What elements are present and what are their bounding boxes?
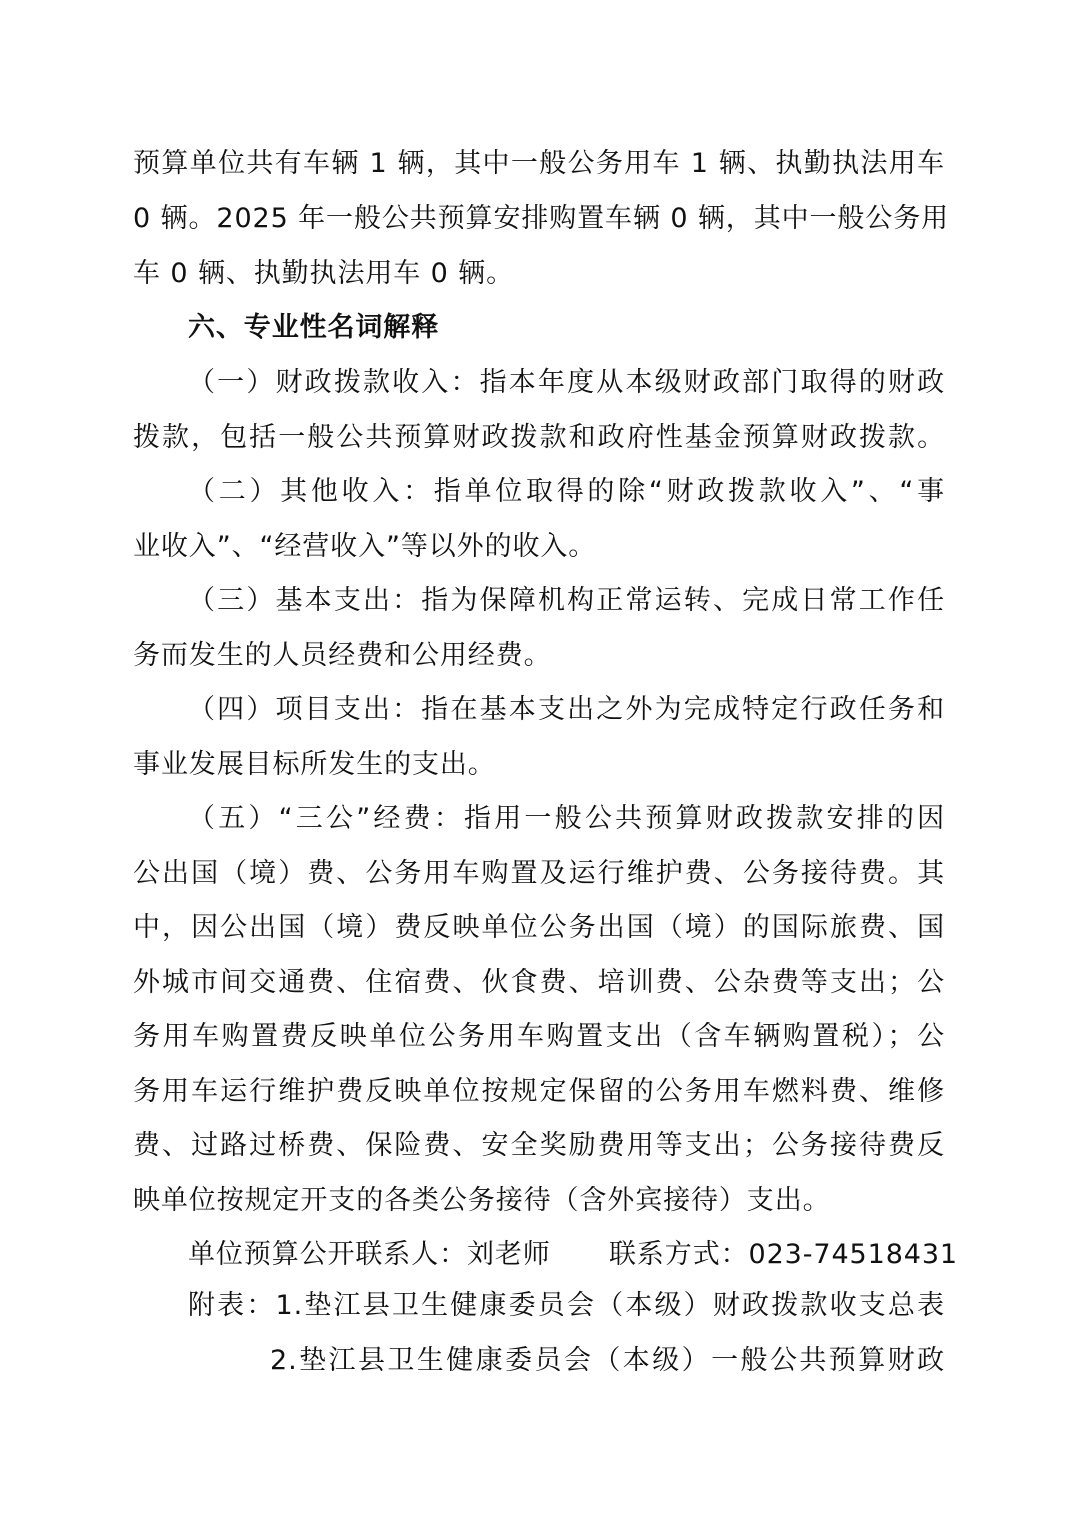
definition-5-line-2: 公出国（境）费、公务用车购置及运行维护费、公务接待费。其: [133, 858, 945, 889]
contact-phone: 联系方式：023-74518431: [609, 1239, 959, 1270]
section-heading: 六、专业性名词解释: [188, 312, 440, 343]
vehicles-line-3: 车 0 辆、执勤执法用车 0 辆。: [133, 258, 514, 289]
vehicles-line-1: 预算单位共有车辆 1 辆，其中一般公务用车 1 辆、执勤执法用车: [133, 148, 945, 179]
attachment-item-2: 2.垫江县卫生健康委员会（本级）一般公共预算财政: [270, 1345, 945, 1376]
definition-5-line-5: 务用车购置费反映单位公务用车购置支出（含车辆购置税）；公: [133, 1021, 945, 1052]
definition-5-line-8: 映单位按规定开支的各类公务接待（含外宾接待）支出。: [133, 1185, 831, 1216]
vehicles-line-2: 0 辆。2025 年一般公共预算安排购置车辆 0 辆，其中一般公务用: [133, 203, 949, 234]
attachment-item-1: 附表：1.垫江县卫生健康委员会（本级）财政拨款收支总表: [188, 1290, 945, 1321]
definition-5-line-4: 外城市间交通费、住宿费、伙食费、培训费、公杂费等支出；公: [133, 967, 945, 998]
definition-3-line-1: （三）基本支出：指为保障机构正常运转、完成日常工作任: [188, 585, 945, 616]
definition-5-line-3: 中，因公出国（境）费反映单位公务出国（境）的国际旅费、国: [133, 912, 945, 943]
definition-3-line-2: 务而发生的人员经费和公用经费。: [133, 640, 552, 671]
definition-5-line-1: （五）“三公”经费：指用一般公共预算财政拨款安排的因: [188, 803, 945, 834]
definition-4-line-2: 事业发展目标所发生的支出。: [133, 749, 496, 780]
definition-1-line-1: （一）财政拨款收入：指本年度从本级财政部门取得的财政: [188, 367, 945, 398]
contact-person: 单位预算公开联系人：刘老师: [188, 1239, 551, 1270]
definition-4-line-1: （四）项目支出：指在基本支出之外为完成特定行政任务和: [188, 694, 945, 725]
definition-1-line-2: 拨款，包括一般公共预算财政拨款和政府性基金预算财政拨款。: [133, 422, 945, 453]
definition-2-line-2: 业收入”、“经营收入”等以外的收入。: [133, 531, 597, 562]
definition-5-line-6: 务用车运行维护费反映单位按规定保留的公务用车燃料费、维修: [133, 1076, 945, 1107]
definition-5-line-7: 费、过路过桥费、保险费、安全奖励费用等支出；公务接待费反: [133, 1130, 945, 1161]
definition-2-line-1: （二）其他收入：指单位取得的除“财政拨款收入”、“事: [188, 476, 945, 507]
